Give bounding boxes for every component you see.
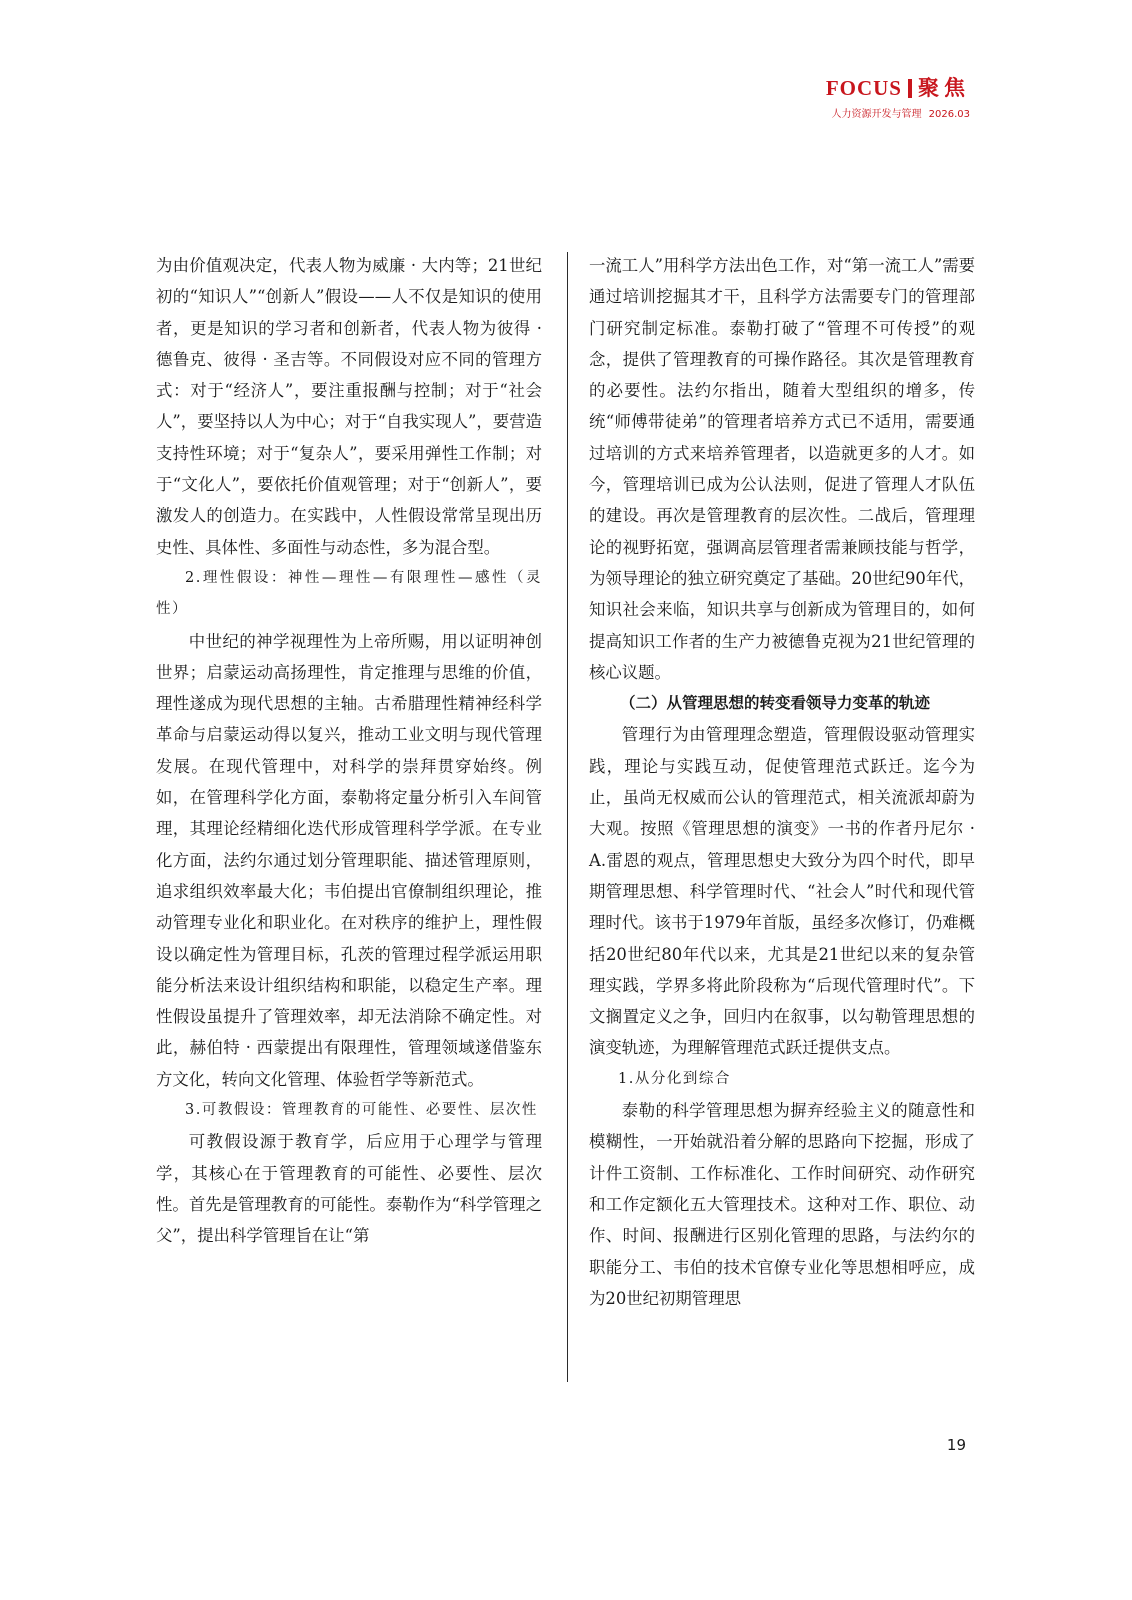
brand-english: FOCUS bbox=[825, 76, 902, 100]
brand-chinese: 聚焦 bbox=[918, 76, 970, 100]
subheading: 2.理性假设：神性—理性—有限理性—感性（灵性） bbox=[156, 569, 542, 618]
paragraph: 管理行为由管理理念塑造，管理假设驱动管理实践，理论与实践互动，促使管理范式跃迁。迄今为止，虽尚无权威而公认的管理范式，相关流派却蔚为大观。按照《管理思想的演变》一书的作者丹尼尔 · A.雷恩的观点，管理思想史大致分为四个时代，即早期管理思想、科学管理时代、“社会人”时代和现代管理时代。该书于1979年首版，虽经多次修订，仍难概括20世纪80年代以来，尤其是21世纪以来的复杂管理实践，学界多将此阶段称为“后现代管理时代”。下文搁置定义之争，回归内在叙事，以勾勒管理思想的演变轨迹，为理解管理范式跃迁提供支点。 bbox=[589, 725, 975, 1058]
subheading: 1.从分化到综合 bbox=[618, 1070, 731, 1087]
right-column bbox=[589, 250, 975, 1314]
paragraph: 中世纪的神学视理性为上帝所赐，用以证明神创世界；启蒙运动高扬理性，肯定推理与思维的价值，理性遂成为现代思想的主轴。古希腊理性精神经科学革命与启蒙运动得以复兴，推动工业文明与现代管理发展。在现代管理中，对科学的崇拜贯穿始终。例如，在管理科学化方面，泰勒将定量分析引入车间管理，其理论经精细化迭代形成管理科学学派。在专业化方面，法约尔通过划分管理职能、描述管理原则，追求组织效率最大化；韦伯提出官僚制组织理论，推动管理专业化和职业化。在对秩序的维护上，理性假设以确定性为管理目标，孔茨的管理过程学派运用职能分析法来设计组织结构和职能，以稳定生产率。理性假设虽提升了管理效率，却无法消除不确定性。对此，赫伯特 · 西蒙提出有限理性，管理领域遂借鉴东方文化，转向文化管理、体验哲学等新范式。 bbox=[156, 631, 542, 1089]
journal-info bbox=[826, 105, 970, 120]
subheading: 3.可教假设：管理教育的可能性、必要性、层次性 bbox=[185, 1102, 538, 1119]
journal-name: 人力资源开发与管理 bbox=[831, 109, 922, 120]
column-divider bbox=[567, 252, 568, 1382]
issue-number: 2026.03 bbox=[928, 109, 970, 120]
paragraph: 泰勒的科学管理思想为摒弃经验主义的随意性和模糊性，一开始就沿着分解的思路向下挖掘，形成了计件工资制、工作标准化、工作时间研究、动作研究和工作定额化五大管理技术。这种对工作、职位、动作、时间、报酬进行区别化管理的思路，与法约尔的职能分工、韦伯的技术官僚专业化等思想相呼应，成为20世纪初期管理思 bbox=[589, 1101, 975, 1308]
paragraph: 一流工人”用科学方法出色工作，对“第一流工人”需要通过培训挖掘其才干，且科学方法需要专门的管理部门研究制定标准。泰勒打破了“管理不可传授”的观念，提供了管理教育的可操作路径。其次是管理教育的必要性。法约尔指出，随着大型组织的增多，传统“师傅带徒弟”的管理者培养方式已不适用，需要通过培训的方式来培养管理者，以造就更多的人才。如今，管理培训已成为公认法则，促进了管理人才队伍的建设。再次是管理教育的层次性。二战后，管理理论的视野拓宽，强调高层管理者需兼顾技能与哲学，为领导理论的独立研究奠定了基础。20世纪90年代，知识社会来临，知识共享与创新成为管理目的，如何提高知识工作者的生产力被德鲁克视为21世纪管理的核心议题。 bbox=[589, 256, 975, 682]
section-heading: （二）从管理思想的转变看领导力变革的轨迹 bbox=[620, 694, 931, 713]
paragraph: 为由价值观决定，代表人物为威廉 · 大内等；21世纪初的“知识人”“创新人”假设——人不仅是知识的使用者，更是知识的学习者和创新者，代表人物为彼得 · 德鲁克、彼得 · 圣吉等。不同假设对应不同的管理方式：对于“经济人”，要注重报酬与控制；对于“社会人”，要坚持以人为中心；对于“自我实现人”，要营造支持性环境；对于“复杂人”，要采用弹性工作制；对于“文化人”，要依托价值观管理；对于“创新人”，要激发人的创造力。在实践中，人性假设常常呈现出历史性、具体性、多面性与动态性，多为混合型。 bbox=[156, 256, 542, 557]
page-number: 19 bbox=[946, 1436, 966, 1454]
brand-separator-bar bbox=[908, 79, 912, 98]
left-column bbox=[156, 250, 542, 1252]
masthead-brand bbox=[826, 78, 970, 99]
masthead bbox=[826, 78, 970, 120]
paragraph: 可教假设源于教育学，后应用于心理学与管理学，其核心在于管理教育的可能性、必要性、层次性。首先是管理教育的可能性。泰勒作为“科学管理之父”，提出科学管理旨在让“第 bbox=[156, 1132, 542, 1246]
